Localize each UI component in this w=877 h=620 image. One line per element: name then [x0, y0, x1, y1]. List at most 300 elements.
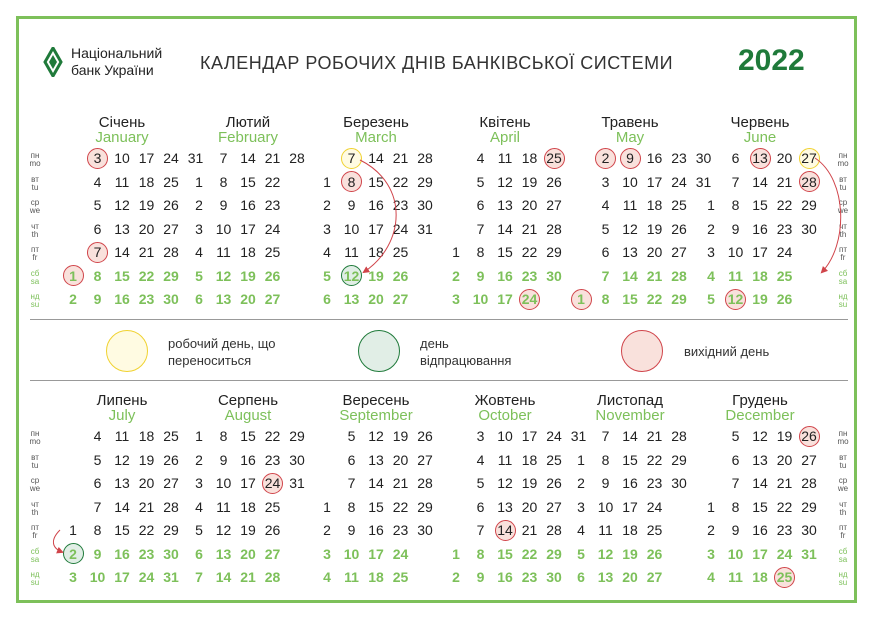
day-cell: 27	[546, 197, 562, 213]
day-cell: 1	[69, 522, 77, 538]
day-cell: 18	[138, 428, 155, 444]
day-cell: 5	[347, 428, 356, 444]
month-name-en-september: September	[339, 407, 413, 424]
day-cell: 20	[521, 498, 538, 515]
day-cell: 14	[752, 173, 768, 190]
day-cell: 25	[392, 569, 409, 585]
day-cell: 19	[240, 522, 256, 538]
day-cell: 23	[776, 522, 793, 538]
day-cell: 2	[577, 475, 585, 491]
day-label-fr: пт fr	[839, 245, 847, 262]
day-cell: 29	[163, 267, 179, 284]
day-cell: 8	[601, 291, 610, 307]
day-label-sa: сб sa	[838, 268, 848, 286]
day-cell: 2	[323, 522, 331, 538]
arrow-march-7-to-12	[360, 160, 396, 272]
day-cell: 4	[707, 569, 715, 585]
day-cell: 27	[264, 291, 281, 307]
day-cell: 22	[776, 197, 793, 213]
month-name-en-june: June	[743, 129, 777, 146]
day-cell: 16	[240, 197, 256, 213]
day-cell: 26	[163, 451, 179, 468]
day-cell: 28	[801, 475, 817, 491]
day-cell: 10	[727, 545, 744, 562]
day-cell: 12	[497, 475, 513, 491]
day-cell: 11	[114, 428, 130, 444]
day-cell: 6	[601, 244, 610, 260]
day-cell: 21	[138, 244, 155, 260]
day-cell: 27	[163, 220, 179, 237]
day-cell: 23	[646, 475, 663, 491]
day-cell: 3	[707, 545, 715, 562]
day-cell: 24	[521, 291, 538, 307]
day-cell: 7	[731, 475, 740, 491]
day-cell: 9	[93, 291, 102, 307]
day-cell: 22	[264, 173, 281, 190]
day-cell: 16	[368, 522, 384, 538]
day-cell: 14	[114, 244, 130, 260]
page-title: КАЛЕНДАР РОБОЧИХ ДНІВ БАНКІВСЬКОЇ СИСТЕМИ	[200, 53, 674, 73]
day-cell: 24	[138, 569, 155, 585]
month-name-en-march: March	[355, 129, 397, 146]
day-cell: 12	[343, 267, 360, 284]
day-label-we: ср we	[837, 198, 849, 215]
day-cell: 30	[289, 451, 305, 468]
day-cell: 7	[93, 244, 102, 260]
day-cell: 28	[163, 244, 179, 260]
day-cell: 6	[195, 545, 203, 562]
day-cell: 10	[727, 244, 744, 260]
day-cell: 15	[114, 522, 130, 538]
day-cell: 14	[497, 522, 513, 538]
day-cell: 5	[93, 197, 102, 213]
day-cell: 17	[368, 545, 384, 562]
day-cell: 12	[622, 220, 638, 237]
day-cell: 10	[472, 291, 489, 307]
day-cell: 24	[264, 475, 281, 491]
day-label-su: нд su	[838, 570, 848, 587]
year-label: 2022	[738, 44, 805, 77]
month-name-february: Лютий	[225, 114, 271, 131]
day-cell: 25	[264, 244, 281, 260]
day-cell: 19	[521, 173, 538, 190]
day-cell: 30	[163, 291, 179, 307]
day-cell: 10	[597, 498, 614, 515]
day-cell: 25	[776, 569, 793, 585]
day-cell: 22	[138, 522, 155, 538]
day-cell: 10	[497, 428, 513, 444]
day-cell: 24	[392, 545, 409, 562]
day-cell: 11	[728, 569, 743, 585]
day-cell: 5	[577, 545, 585, 562]
day-label-tu: вт tu	[839, 174, 847, 192]
day-cell: 13	[114, 475, 130, 491]
legend-holiday-label: вихідний день	[684, 344, 770, 359]
day-cell: 8	[347, 173, 356, 190]
day-cell: 19	[646, 220, 663, 237]
day-cell: 3	[452, 291, 460, 307]
day-cell: 31	[289, 475, 305, 491]
day-cell: 8	[476, 244, 485, 260]
day-cell: 15	[752, 498, 768, 515]
day-cell: 17	[114, 569, 130, 585]
day-cell: 5	[195, 267, 203, 284]
day-cell: 14	[752, 475, 768, 491]
day-cell: 30	[417, 197, 433, 213]
day-cell: 3	[195, 475, 203, 491]
day-cell: 17	[646, 173, 663, 190]
day-cell: 29	[289, 428, 305, 444]
day-cell: 17	[521, 428, 538, 444]
day-cell: 8	[731, 498, 740, 515]
day-cell: 28	[417, 150, 433, 166]
day-label-su: нд su	[838, 292, 848, 309]
day-cell: 2	[452, 569, 460, 585]
day-cell: 24	[776, 545, 793, 562]
day-cell: 19	[240, 267, 256, 284]
day-cell: 20	[240, 545, 256, 562]
day-cell: 16	[368, 197, 384, 213]
day-cell: 28	[264, 569, 281, 585]
day-cell: 19	[776, 428, 793, 444]
day-cell: 12	[215, 522, 232, 538]
day-cell: 21	[138, 498, 155, 515]
day-cell: 16	[240, 451, 256, 468]
day-cell: 1	[577, 291, 585, 307]
day-cell: 26	[546, 475, 562, 491]
day-cell: 23	[264, 451, 281, 468]
day-cell: 3	[69, 569, 77, 585]
day-cell: 2	[195, 197, 203, 213]
day-cell: 23	[392, 522, 409, 538]
day-cell: 6	[347, 451, 356, 468]
day-cell: 2	[195, 451, 203, 468]
month-name-april: Квітень	[479, 114, 531, 131]
day-cell: 29	[801, 498, 817, 515]
day-cell: 17	[138, 150, 155, 166]
day-cell: 23	[392, 197, 409, 213]
day-label-we: ср we	[837, 476, 849, 493]
day-cell: 18	[752, 267, 768, 284]
day-label-su: нд su	[30, 292, 40, 309]
day-cell: 16	[497, 569, 513, 585]
day-cell: 2	[707, 522, 715, 538]
day-cell: 22	[392, 498, 409, 515]
day-cell: 21	[392, 475, 409, 491]
month-name-august: Серпень	[217, 392, 279, 409]
day-cell: 29	[417, 498, 433, 515]
day-cell: 5	[476, 475, 485, 491]
month-name-may: Травень	[601, 114, 659, 131]
month-name-en-february: February	[217, 129, 279, 146]
day-cell: 25	[546, 150, 562, 166]
day-cell: 24	[776, 244, 793, 260]
day-cell: 18	[240, 498, 256, 515]
day-cell: 21	[646, 267, 663, 284]
day-cell: 30	[546, 267, 562, 284]
day-cell: 22	[776, 498, 793, 515]
logo-line-1: Національний	[71, 45, 163, 61]
day-cell: 13	[215, 545, 232, 562]
day-cell: 11	[598, 522, 613, 538]
day-cell: 14	[215, 569, 232, 585]
day-cell: 5	[731, 428, 740, 444]
day-label-sa: сб sa	[838, 546, 848, 564]
logo-line-2: банк України	[71, 62, 154, 78]
day-cell: 24	[546, 428, 562, 444]
day-cell: 8	[601, 451, 610, 468]
day-cell: 4	[601, 197, 610, 213]
day-cell: 20	[368, 291, 384, 307]
day-cell: 25	[392, 244, 409, 260]
day-cell: 1	[452, 244, 460, 260]
day-cell: 27	[417, 451, 433, 468]
day-cell: 7	[731, 173, 740, 190]
day-cell: 13	[752, 150, 768, 166]
day-cell: 1	[69, 267, 77, 284]
day-cell: 12	[368, 428, 384, 444]
day-cell: 15	[368, 498, 384, 515]
day-cell: 17	[240, 475, 256, 491]
day-cell: 17	[368, 220, 384, 237]
day-cell: 14	[240, 150, 256, 166]
day-cell: 9	[93, 545, 102, 562]
day-cell: 27	[546, 498, 562, 515]
day-cell: 16	[646, 150, 663, 166]
day-cell: 16	[752, 220, 768, 237]
day-cell: 22	[521, 244, 538, 260]
day-cell: 26	[264, 522, 281, 538]
day-cell: 11	[216, 244, 231, 260]
day-cell: 10	[343, 220, 360, 237]
day-cell: 14	[622, 428, 638, 444]
day-cell: 30	[163, 545, 179, 562]
day-cell: 25	[776, 267, 793, 284]
day-cell: 29	[546, 545, 562, 562]
day-cell: 12	[752, 428, 768, 444]
day-cell: 30	[417, 522, 433, 538]
day-cell: 15	[368, 173, 384, 190]
day-cell: 14	[622, 267, 638, 284]
day-cell: 22	[521, 545, 538, 562]
day-cell: 16	[114, 291, 130, 307]
day-cell: 26	[546, 173, 562, 190]
day-cell: 12	[114, 451, 130, 468]
day-cell: 6	[93, 475, 102, 491]
arrow-june-27-to-july-2	[815, 158, 841, 272]
day-cell: 20	[776, 150, 793, 166]
day-label-we: ср we	[29, 476, 41, 493]
day-cell: 23	[521, 569, 538, 585]
day-cell: 10	[622, 173, 638, 190]
day-cell: 7	[219, 150, 228, 166]
day-cell: 13	[597, 569, 614, 585]
day-cell: 11	[728, 267, 743, 284]
month-name-november: Листопад	[597, 392, 663, 409]
day-cell: 30	[671, 475, 687, 491]
day-cell: 8	[219, 173, 228, 190]
day-cell: 28	[546, 220, 562, 237]
day-cell: 26	[264, 267, 281, 284]
day-cell: 21	[521, 522, 538, 538]
day-cell: 20	[622, 569, 638, 585]
month-name-march: Березень	[343, 114, 409, 131]
day-label-th: чт th	[839, 499, 847, 517]
day-cell: 10	[114, 150, 130, 166]
day-cell: 20	[646, 244, 663, 260]
day-cell: 21	[392, 150, 409, 166]
legend-moved-workday-label: робочий день, що переноситься	[168, 336, 276, 368]
day-cell: 4	[93, 428, 102, 444]
day-cell: 10	[89, 569, 106, 585]
day-cell: 1	[452, 545, 460, 562]
day-cell: 15	[622, 291, 638, 307]
day-cell: 28	[671, 428, 687, 444]
day-cell: 27	[801, 451, 817, 468]
month-name-september: Вересень	[342, 392, 410, 409]
day-cell: 23	[776, 220, 793, 237]
day-cell: 8	[219, 428, 228, 444]
day-label-we: ср we	[29, 198, 41, 215]
day-label-mo: пн mo	[29, 429, 41, 446]
day-cell: 9	[476, 569, 485, 585]
day-cell: 15	[497, 545, 513, 562]
day-cell: 9	[731, 522, 740, 538]
day-cell: 26	[801, 428, 817, 444]
day-label-tu: вт tu	[31, 452, 39, 470]
day-cell: 29	[671, 291, 687, 307]
day-cell: 16	[752, 522, 768, 538]
day-cell: 17	[240, 220, 256, 237]
day-cell: 10	[215, 220, 232, 237]
day-cell: 8	[347, 498, 356, 515]
day-cell: 21	[776, 475, 793, 491]
day-cell: 11	[497, 150, 513, 166]
day-label-tu: вт tu	[839, 452, 847, 470]
day-cell: 20	[521, 197, 538, 213]
day-cell: 6	[323, 291, 331, 307]
day-cell: 3	[323, 545, 331, 562]
day-cell: 1	[195, 428, 203, 444]
day-cell: 1	[323, 173, 331, 190]
day-cell: 1	[195, 173, 203, 190]
month-name-december: Грудень	[732, 392, 788, 409]
day-cell: 30	[546, 569, 562, 585]
day-cell: 27	[264, 545, 281, 562]
day-cell: 3	[195, 220, 203, 237]
day-cell: 5	[323, 267, 331, 284]
day-label-th: чт th	[839, 221, 847, 239]
day-cell: 3	[577, 498, 585, 515]
day-cell: 29	[417, 173, 433, 190]
day-cell: 8	[476, 545, 485, 562]
month-name-june: Червень	[730, 114, 790, 131]
day-cell: 9	[626, 150, 634, 166]
day-cell: 6	[476, 498, 485, 515]
day-cell: 6	[195, 291, 203, 307]
month-name-en-october: October	[478, 407, 532, 424]
day-cell: 4	[476, 150, 485, 166]
day-cell: 9	[601, 475, 610, 491]
day-label-sa: сб sa	[30, 268, 40, 286]
day-label-th: чт th	[31, 221, 39, 239]
day-cell: 28	[671, 267, 687, 284]
day-cell: 9	[219, 197, 228, 213]
day-cell: 11	[344, 244, 359, 260]
day-cell: 12	[215, 267, 232, 284]
day-cell: 31	[163, 569, 179, 585]
day-cell: 26	[646, 545, 663, 562]
day-cell: 16	[114, 545, 130, 562]
day-cell: 15	[497, 244, 513, 260]
day-cell: 28	[546, 522, 562, 538]
day-cell: 10	[215, 475, 232, 491]
day-cell: 15	[752, 197, 768, 213]
day-cell: 22	[392, 173, 409, 190]
day-cell: 16	[497, 267, 513, 284]
day-cell: 26	[776, 291, 793, 307]
day-cell: 5	[476, 173, 485, 190]
day-cell: 26	[417, 428, 433, 444]
day-cell: 7	[601, 428, 610, 444]
day-cell: 12	[597, 545, 614, 562]
day-cell: 18	[368, 569, 384, 585]
day-cell: 6	[93, 220, 102, 237]
day-label-mo: пн mo	[837, 429, 849, 446]
day-cell: 21	[521, 220, 538, 237]
day-cell: 4	[323, 244, 331, 260]
day-cell: 18	[240, 244, 256, 260]
day-cell: 13	[752, 451, 768, 468]
day-cell: 20	[138, 475, 155, 491]
day-cell: 4	[195, 498, 203, 515]
day-cell: 25	[264, 498, 281, 515]
day-cell: 2	[69, 545, 77, 562]
day-cell: 18	[521, 451, 538, 468]
day-cell: 2	[601, 150, 610, 166]
day-cell: 19	[368, 267, 384, 284]
day-cell: 14	[114, 498, 130, 515]
day-cell: 7	[601, 267, 610, 284]
day-cell: 30	[801, 522, 817, 538]
day-cell: 17	[752, 244, 768, 260]
day-cell: 23	[521, 267, 538, 284]
day-cell: 11	[114, 173, 130, 190]
month-name-en-july: July	[108, 407, 136, 424]
day-label-mo: пн mo	[837, 151, 849, 168]
day-cell: 22	[264, 428, 281, 444]
day-cell: 14	[368, 150, 384, 166]
day-cell: 3	[93, 150, 102, 166]
day-cell: 13	[215, 291, 232, 307]
day-cell: 28	[163, 498, 179, 515]
day-cell: 18	[521, 150, 538, 166]
day-cell: 8	[731, 197, 740, 213]
day-cell: 15	[622, 451, 638, 468]
day-cell: 5	[707, 291, 715, 307]
day-cell: 26	[671, 220, 687, 237]
day-cell: 12	[727, 291, 744, 307]
day-cell: 25	[671, 197, 687, 213]
day-cell: 31	[801, 545, 817, 562]
day-cell: 23	[138, 545, 155, 562]
day-cell: 4	[577, 522, 585, 538]
day-cell: 18	[138, 173, 155, 190]
day-cell: 28	[417, 475, 433, 491]
day-cell: 7	[476, 220, 485, 237]
day-cell: 29	[671, 451, 687, 468]
month-name-july: Липень	[96, 392, 148, 409]
